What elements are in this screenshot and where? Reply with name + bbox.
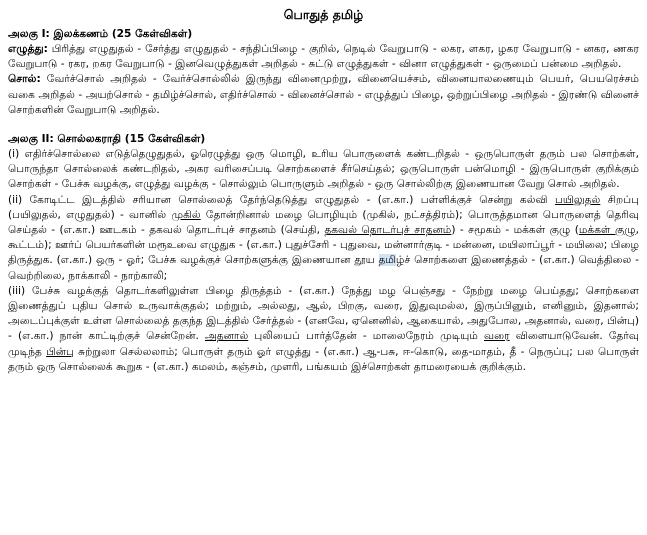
- text-cursor-highlight: தமி: [378, 254, 396, 267]
- underlined-word: தகவல் தொடர்புச் சாதனம்: [324, 224, 452, 237]
- unit-2-paragraph-1: (i) எதிர்ச்சொல்லை எடுத்தெழுதுதல், ஓரெழுத்து ஒரு மொழி, உரிய பொருளைக் கண்டறிதல் - ஒருபொருள் தரும் பல சொற்கள், பொருந்தா சொல்லைக் கண்டறிதல், அகர வரிசைப்படி சொற்களைச் சீர்செய்தல்; ஒருபொருள் பன்மொழி - இருபொருள் குறிக்கும் சொற்கள் - பேச்சு வழக்கு, எழுத்து வழக்கு - சொல்லும் பொருளும் அறிதல் - ஒரு சொல்லிற்கு இணையான வேறு சொல் அறிதல்.: [8, 148, 639, 191]
- underlined-word: வரை: [484, 330, 510, 343]
- unit-1-section: [8, 26, 639, 118]
- unit-1-heading: அலகு I: இலக்கணம் (25 கேள்விகள்): [8, 28, 193, 40]
- sol-text: வேர்ச்சொல் அறிதல் - வேர்ச்சொல்லில் இருந்து வினைமுற்று, வினையெச்சம், வினையாலணையும் பெயர், பெயரெச்சம் வகை அறிதல் - அயற்சொல் - தமிழ்ச்சொல், எதிர்ச்சொல் - வினைச்சொல் - எழுத்துப் பிழை, ஒற்றுப்பிழை அறிதல் - இரண்டு வினைச் சொற்களின் வேறுபாடு அறிதல்.: [8, 73, 639, 116]
- underlined-word: அதனால்: [204, 330, 249, 343]
- underlined-word: பின்பு: [46, 345, 74, 358]
- sol-paragraph: [8, 72, 639, 118]
- paragraph-3-text: விளையாடுவேன். தேர்வு முடிந்த: [8, 330, 640, 358]
- unit-2-paragraph-3: [8, 284, 639, 375]
- unit-2-paragraph-2: [8, 193, 639, 284]
- underlined-word: மக்கள் குழு: [578, 224, 636, 237]
- unit-2-section: [8, 131, 639, 375]
- paragraph-2-text: ழ்ச் சொற்களை இணைத்தல் - (எ.கா.) வெத்திலை - வெற்றிலை, நாக்காலி - நாற்காலி;: [8, 254, 639, 282]
- page-title: பொதுத் தமிழ்: [283, 7, 364, 22]
- paragraph-3-text: சுற்றுலா செல்லலாம்; பொருள் தரும் ஓர் எழுத்து - (எ.கா.) ஆ-பசு, ஈ-கொடு, தை-மாதம், தீ - நெருப்பு; பல பொருள் தரும் ஒரு சொல்லைக் கூறுக - (எ.கா.) கமலம், கஞ்சம், முளரி, பங்கயம் இச்சொற்கள் தாமரையைக் குறிக்கும்.: [8, 345, 640, 373]
- ezhuthu-text: பிரித்து எழுதுதல் - சேர்த்து எழுதுதல் - சந்திப்பிழை - குறில், நெடில் வேறுபாடு - லகர, ளகர, ழகர வேறுபாடு - னகர, ணகர வேறுபாடு - ரகர, றகர வேறுபாடு - இனவெழுத்துகள் அறிதல் - சுட்டு எழுத்துகள் - வினா எழுத்துகள் - ஒருமைப் பன்மை அறிதல்.: [8, 43, 639, 71]
- paragraph-2-text: ) - சமூகம் - மக்கள் குழு (: [451, 224, 579, 237]
- underlined-word: பயிலுதல்: [554, 193, 601, 206]
- paragraph-2-text: , கூட்டம்); ஊர்ப் பெயர்களின் மரூஉவை எழுதுக - (எ.கா.) புதுச்சேரி - புதுவை, மன்னார்குடி - மன்னை, மயிலாப்பூர் - மயிலை; பிழை திருத்துக. (எ.கா.) ஒரு - ஓர்; பேச்சு வழக்குச் சொற்களுக்கு இணையான தூய: [8, 224, 639, 267]
- section-spacer: [8, 118, 639, 131]
- underlined-word: முகில்: [171, 208, 201, 221]
- sol-label: சொல்:: [8, 73, 41, 86]
- ezhuthu-label: எழுத்து:: [8, 43, 48, 55]
- paragraph-3-text: (iii) பேச்சு வழக்குத் தொடர்களிலுள்ள பிழை திருத்தம் - (எ.கா.) நேத்து மழ பெஞ்சது - நேற்று மழை பெய்தது; சொற்களை இணைத்துப் புதிய சொல் உருவாக்குதல்; மற்றும், அல்லது, ஆல், பிறகு, வரை, இதுவுமல்ல, இருப்பினும், எனினும், இதனால்; அடைப்புக்குள் உள்ள சொல்லைத் தகுந்த இடத்தில் சேர்த்தல் - (எனவே, ஏனெனில், ஆகையால், அதுபோல, அதனால், வரை, பின்பு) - (எ.கா.) நான் காட்டிற்குச் சென்றேன்.: [8, 284, 639, 343]
- ezhuthu-paragraph: [8, 42, 639, 72]
- paragraph-2-text: தோன்றினால் மழை பொழியும் (முகில், நட்சத்திரம்); பொருத்தமான பொருளைத் தெரிவு செய்தல் - (எ.கா.) ஊடகம் - தகவல் தொடர்புச் சாதனம் (செய்தி,: [8, 208, 639, 237]
- paragraph-2-text: சிறப்பு (பயிலுதல், எழுதுதல்) - வானில்: [8, 193, 639, 221]
- paragraph-3-text: புலியைப் பார்த்தேன் - மாலைநேரம் முடியும்: [248, 330, 485, 343]
- unit-2-heading: அலகு II: சொல்லகராதி (15 கேள்விகள்): [8, 133, 206, 146]
- paragraph-2-text: (ii) கோடிட்ட இடத்தில் சரியான சொல்லைத் தேர்ந்தெடுத்து எழுதுதல் - (எ.கா.) பள்ளிக்குச் சென்று கல்வி: [8, 193, 555, 206]
